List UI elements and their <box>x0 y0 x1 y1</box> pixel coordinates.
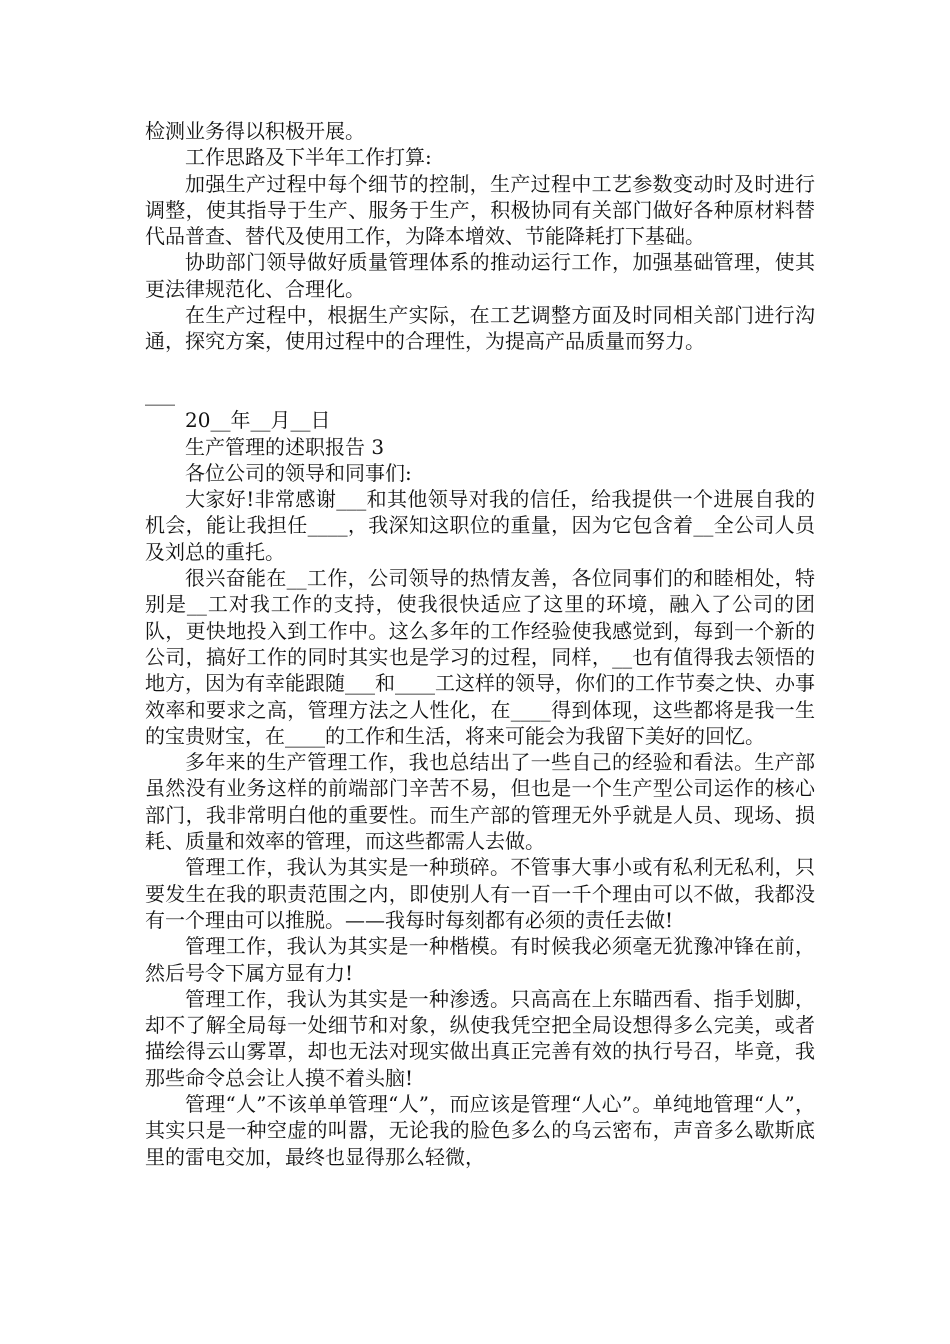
body-paragraph: 管理工作，我认为其实是一种渗透。只高高在上东瞄西看、指手划脚，却不了解全局每一处细节和对象，纵使我凭空把全局设想得多么完美，或者描绘得云山雾罩，却也无法对现实做出真正完善有效的执行号召，毕竟，我那些命令总会让人摸不着头脑! <box>145 986 815 1090</box>
section-heading-plans: 工作思路及下半年工作打算: <box>185 145 432 170</box>
body-paragraph: 多年来的生产管理工作，我也总结出了一些自己的经验和看法。生产部虽然没有业务这样的前端部门辛苦不易，但也是一个生产型公司运作的核心部门，我非常明白他的重要性。而生产部的管理无外乎就是人员、现场、损耗、质量和效率的管理，而这些都需人去做。 <box>145 750 815 854</box>
date-line: 20__年__月__日 <box>185 408 331 433</box>
spacer <box>145 355 815 381</box>
report-title: 生产管理的述职报告 3 <box>185 434 385 459</box>
body-paragraph: 管理工作，我认为其实是一种楷模。有时候我必须毫无犹豫冲锋在前，然后号令下属方显有力! <box>145 934 815 985</box>
body-paragraph: 管理工作，我认为其实是一种琐碎。不管事大事小或有私利无私利，只要发生在我的职责范围之内，即使别人有一百一千个理由可以不做，我都没有一个理由可以推脱。——我每时每刻都有必须的责任去做! <box>145 855 815 932</box>
body-paragraph: 很兴奋能在__工作，公司领导的热情友善，各位同事们的和睦相处，特别是__工对我工作的支持，使我很快适应了这里的环境，融入了公司的团队，更快地投入到工作中。这么多年的工作经验使我感觉到，每到一个新的公司，搞好工作的同时其实也是学习的过程，同样，__也有值得我去领悟的地方，因为有幸能跟随___和____工这样的领导，你们的工作节奏之快、办事效率和要求之高，管理方法之人性化，在____得到体现，这些都将是我一生的宝贵财宝，在____的工作和生活，将来可能会为我留下美好的回忆。 <box>145 566 815 748</box>
salutation: 各位公司的领导和同事们: <box>185 460 412 485</box>
body-paragraph: 大家好!非常感谢___和其他领导对我的信任，给我提供一个进展自我的机会，能让我担任____，我深知这职位的重量，因为它包含着__全公司人员及刘总的重托。 <box>145 487 815 564</box>
body-paragraph: 管理“人”不该单单管理“人”，而应该是管理“人心”。单纯地管理“人”，其实只是一种空虚的叫嚣，无论我的脸色多么的乌云密布，声音多么歇斯底里的雷电交加，最终也显得那么轻微， <box>145 1091 815 1169</box>
paragraph-quality-system: 协助部门领导做好质量管理体系的推动运行工作，加强基础管理，使其更法律规范化、合理化。 <box>145 250 815 301</box>
paragraph-continuation: 检测业务得以积极开展。 <box>145 119 365 143</box>
paragraph-process-adjust: 在生产过程中，根据生产实际，在工艺调整方面及时同相关部门进行沟通，探究方案，使用过程中的合理性，为提高产品质量而努力。 <box>145 303 815 354</box>
paragraph-process-control: 加强生产过程中每个细节的控制，生产过程中工艺参数变动时及时进行调整，使其指导于生产、服务于生产，积极协同有关部门做好各种原材料替代品普查、替代及使用工作，为降本增效、节能降耗打下基础。 <box>145 171 815 249</box>
document-page <box>145 118 815 1170</box>
signature-blank: ___ <box>145 381 175 406</box>
